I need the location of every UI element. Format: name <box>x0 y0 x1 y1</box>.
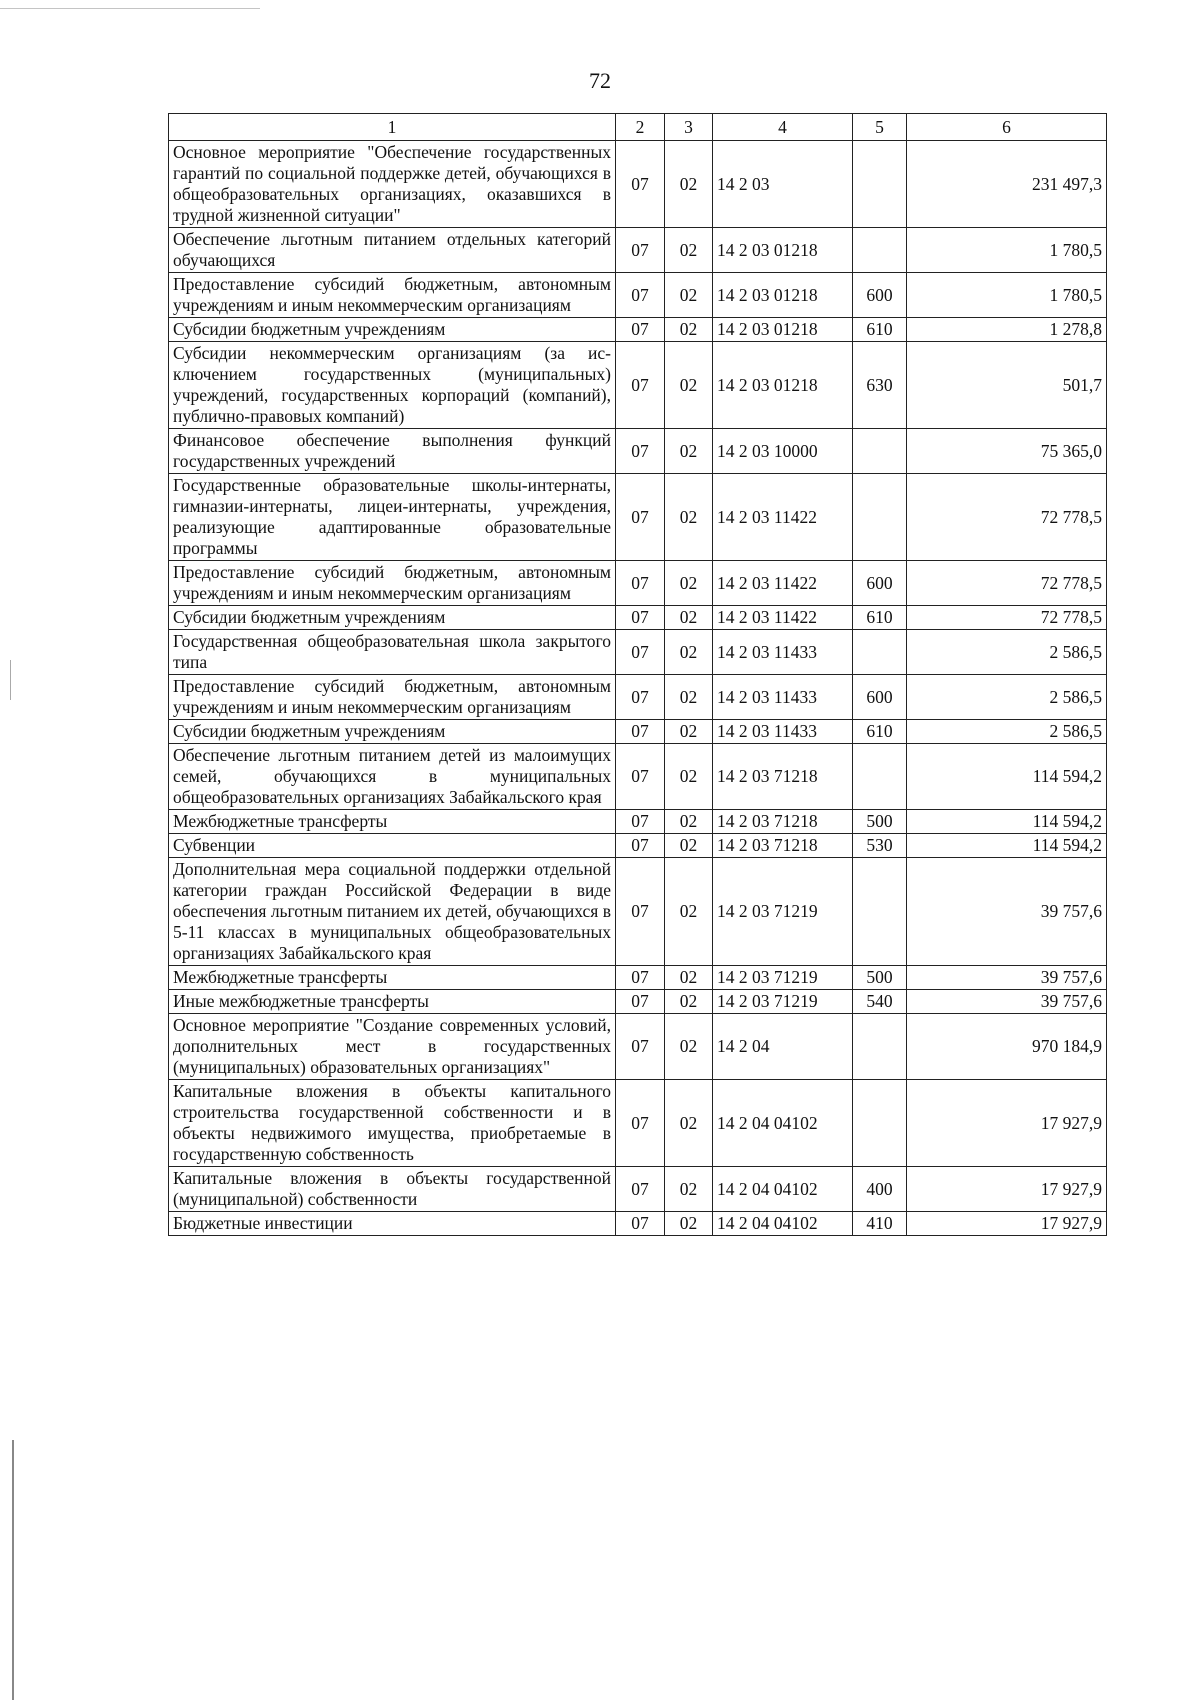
target-article-cell: 14 2 03 01218 <box>713 342 853 429</box>
target-article-cell: 14 2 03 71218 <box>713 810 853 834</box>
section-code-cell: 07 <box>616 858 665 966</box>
amount-cell: 2 586,5 <box>907 720 1107 744</box>
table-row <box>169 810 1107 834</box>
subsection-code-cell: 02 <box>665 429 713 474</box>
target-article-cell: 14 2 03 11422 <box>713 474 853 561</box>
row-name-cell: Основное мероприятие "Обеспечение государственных гарантий по социальной поддержке детей, обучающихся в общеобразовательных организациях, оказавшихся в трудной жизненной ситуации" <box>169 141 616 228</box>
column-header: 4 <box>713 114 853 141</box>
amount-cell: 114 594,2 <box>907 834 1107 858</box>
amount-cell: 17 927,9 <box>907 1167 1107 1212</box>
expense-type-cell <box>853 429 907 474</box>
subsection-code-cell: 02 <box>665 720 713 744</box>
target-article-cell: 14 2 03 01218 <box>713 228 853 273</box>
subsection-code-cell: 02 <box>665 744 713 810</box>
amount-cell: 2 586,5 <box>907 630 1107 675</box>
section-code-cell: 07 <box>616 990 665 1014</box>
expense-type-cell: 600 <box>853 561 907 606</box>
amount-cell: 75 365,0 <box>907 429 1107 474</box>
column-header: 3 <box>665 114 713 141</box>
subsection-code-cell: 02 <box>665 834 713 858</box>
amount-cell: 39 757,6 <box>907 966 1107 990</box>
target-article-cell: 14 2 03 71219 <box>713 858 853 966</box>
expense-type-cell: 500 <box>853 810 907 834</box>
table-row <box>169 342 1107 429</box>
row-name-cell: Межбюджетные трансферты <box>169 966 616 990</box>
expense-type-cell <box>853 141 907 228</box>
expense-type-cell <box>853 744 907 810</box>
section-code-cell: 07 <box>616 342 665 429</box>
section-code-cell: 07 <box>616 1014 665 1080</box>
table-row <box>169 744 1107 810</box>
amount-cell: 39 757,6 <box>907 990 1107 1014</box>
target-article-cell: 14 2 03 01218 <box>713 318 853 342</box>
row-name-cell: Предоставление субсидий бюджетным, автономным учреждениям и иным некоммерческим организациям <box>169 675 616 720</box>
section-code-cell: 07 <box>616 1212 665 1236</box>
table-row <box>169 1014 1107 1080</box>
expense-type-cell: 600 <box>853 273 907 318</box>
row-name-cell: Бюджетные инвестиции <box>169 1212 616 1236</box>
section-code-cell: 07 <box>616 630 665 675</box>
target-article-cell: 14 2 03 11433 <box>713 630 853 675</box>
target-article-cell: 14 2 03 01218 <box>713 273 853 318</box>
amount-cell: 72 778,5 <box>907 561 1107 606</box>
target-article-cell: 14 2 03 10000 <box>713 429 853 474</box>
expense-type-cell <box>853 1080 907 1167</box>
subsection-code-cell: 02 <box>665 966 713 990</box>
amount-cell: 2 586,5 <box>907 675 1107 720</box>
subsection-code-cell: 02 <box>665 561 713 606</box>
scan-line-artifact <box>0 8 260 9</box>
amount-cell: 1 780,5 <box>907 273 1107 318</box>
target-article-cell: 14 2 03 71218 <box>713 744 853 810</box>
row-name-cell: Предоставление субсидий бюджетным, автономным учреждениям и иным некоммерческим организациям <box>169 273 616 318</box>
section-code-cell: 07 <box>616 141 665 228</box>
table-row <box>169 720 1107 744</box>
target-article-cell: 14 2 04 04102 <box>713 1212 853 1236</box>
expense-type-cell: 610 <box>853 720 907 744</box>
row-name-cell: Капитальные вложения в объекты государственной (муниципальной) собственности <box>169 1167 616 1212</box>
amount-cell: 231 497,3 <box>907 141 1107 228</box>
expense-type-cell <box>853 228 907 273</box>
budget-table <box>168 113 1107 1236</box>
amount-cell: 1 278,8 <box>907 318 1107 342</box>
table-row <box>169 1212 1107 1236</box>
row-name-cell: Субсидии некоммерческим организациям (за исключением государственных (муниципальных) учреждений, государственных корпораций (компаний), публично-правовых компаний) <box>169 342 616 429</box>
amount-cell: 114 594,2 <box>907 744 1107 810</box>
expense-type-cell: 600 <box>853 675 907 720</box>
table-row <box>169 675 1107 720</box>
expense-type-cell: 410 <box>853 1212 907 1236</box>
subsection-code-cell: 02 <box>665 474 713 561</box>
table-row <box>169 630 1107 675</box>
amount-cell: 72 778,5 <box>907 474 1107 561</box>
row-name-cell: Предоставление субсидий бюджетным, автономным учреждениям и иным некоммерческим организациям <box>169 561 616 606</box>
column-header: 5 <box>853 114 907 141</box>
target-article-cell: 14 2 03 11433 <box>713 720 853 744</box>
table-row <box>169 966 1107 990</box>
scan-mark-artifact <box>10 660 11 700</box>
expense-type-cell: 500 <box>853 966 907 990</box>
subsection-code-cell: 02 <box>665 342 713 429</box>
table-row <box>169 318 1107 342</box>
subsection-code-cell: 02 <box>665 1167 713 1212</box>
expense-type-cell: 400 <box>853 1167 907 1212</box>
column-header: 2 <box>616 114 665 141</box>
row-name-cell: Государственные образовательные школы-интернаты, гимназии-интернаты, лицеи-интернаты, учреждения, реализующие адаптированные образовательные программы <box>169 474 616 561</box>
subsection-code-cell: 02 <box>665 141 713 228</box>
table-row <box>169 1167 1107 1212</box>
table-row <box>169 1080 1107 1167</box>
amount-cell: 39 757,6 <box>907 858 1107 966</box>
table-row <box>169 606 1107 630</box>
section-code-cell: 07 <box>616 810 665 834</box>
target-article-cell: 14 2 03 11422 <box>713 561 853 606</box>
section-code-cell: 07 <box>616 273 665 318</box>
section-code-cell: 07 <box>616 720 665 744</box>
section-code-cell: 07 <box>616 318 665 342</box>
section-code-cell: 07 <box>616 834 665 858</box>
subsection-code-cell: 02 <box>665 858 713 966</box>
row-name-cell: Субсидии бюджетным учреждениям <box>169 318 616 342</box>
subsection-code-cell: 02 <box>665 1014 713 1080</box>
section-code-cell: 07 <box>616 228 665 273</box>
expense-type-cell <box>853 858 907 966</box>
section-code-cell: 07 <box>616 429 665 474</box>
target-article-cell: 14 2 03 <box>713 141 853 228</box>
subsection-code-cell: 02 <box>665 273 713 318</box>
table-row <box>169 141 1107 228</box>
row-name-cell: Межбюджетные трансферты <box>169 810 616 834</box>
amount-cell: 970 184,9 <box>907 1014 1107 1080</box>
section-code-cell: 07 <box>616 744 665 810</box>
row-name-cell: Капитальные вложения в объекты капитального строительства государственной собственности и в объекты недвижимого имущества, приобретаемые в государственную собственность <box>169 1080 616 1167</box>
table-row <box>169 858 1107 966</box>
column-header: 1 <box>169 114 616 141</box>
section-code-cell: 07 <box>616 966 665 990</box>
row-name-cell: Иные межбюджетные трансферты <box>169 990 616 1014</box>
section-code-cell: 07 <box>616 474 665 561</box>
expense-type-cell: 540 <box>853 990 907 1014</box>
row-name-cell: Субсидии бюджетным учреждениям <box>169 720 616 744</box>
subsection-code-cell: 02 <box>665 606 713 630</box>
subsection-code-cell: 02 <box>665 228 713 273</box>
expense-type-cell <box>853 474 907 561</box>
target-article-cell: 14 2 03 71219 <box>713 966 853 990</box>
amount-cell: 114 594,2 <box>907 810 1107 834</box>
row-name-cell: Основное мероприятие "Создание современных условий, дополнительных мест в государственных (муниципальных) образовательных организациях" <box>169 1014 616 1080</box>
subsection-code-cell: 02 <box>665 675 713 720</box>
target-article-cell: 14 2 04 04102 <box>713 1167 853 1212</box>
column-header: 6 <box>907 114 1107 141</box>
target-article-cell: 14 2 03 11422 <box>713 606 853 630</box>
subsection-code-cell: 02 <box>665 318 713 342</box>
expense-type-cell <box>853 1014 907 1080</box>
row-name-cell: Обеспечение льготным питанием отдельных категорий обучающихся <box>169 228 616 273</box>
row-name-cell: Обеспечение льготным питанием детей из малоимущих семей, обучающихся в муниципальных общеобразовательных организациях Забайкальского края <box>169 744 616 810</box>
amount-cell: 72 778,5 <box>907 606 1107 630</box>
table-row <box>169 429 1107 474</box>
section-code-cell: 07 <box>616 675 665 720</box>
amount-cell: 17 927,9 <box>907 1080 1107 1167</box>
section-code-cell: 07 <box>616 606 665 630</box>
expense-type-cell: 610 <box>853 318 907 342</box>
table-row <box>169 834 1107 858</box>
expense-type-cell: 630 <box>853 342 907 429</box>
row-name-cell: Субсидии бюджетным учреждениям <box>169 606 616 630</box>
amount-cell: 17 927,9 <box>907 1212 1107 1236</box>
target-article-cell: 14 2 03 11433 <box>713 675 853 720</box>
table-row <box>169 474 1107 561</box>
table-row <box>169 561 1107 606</box>
expense-type-cell: 610 <box>853 606 907 630</box>
table-header-row <box>169 114 1107 141</box>
amount-cell: 1 780,5 <box>907 228 1107 273</box>
target-article-cell: 14 2 03 71219 <box>713 990 853 1014</box>
table-row <box>169 273 1107 318</box>
target-article-cell: 14 2 04 <box>713 1014 853 1080</box>
amount-cell: 501,7 <box>907 342 1107 429</box>
target-article-cell: 14 2 03 71218 <box>713 834 853 858</box>
subsection-code-cell: 02 <box>665 630 713 675</box>
table-row <box>169 228 1107 273</box>
expense-type-cell <box>853 630 907 675</box>
row-name-cell: Финансовое обеспечение выполнения функций государственных учреждений <box>169 429 616 474</box>
subsection-code-cell: 02 <box>665 1080 713 1167</box>
subsection-code-cell: 02 <box>665 1212 713 1236</box>
page-number: 72 <box>589 68 611 93</box>
scan-mark-artifact <box>12 1440 14 1700</box>
subsection-code-cell: 02 <box>665 990 713 1014</box>
table-row <box>169 990 1107 1014</box>
target-article-cell: 14 2 04 04102 <box>713 1080 853 1167</box>
section-code-cell: 07 <box>616 1080 665 1167</box>
row-name-cell: Государственная общеобразовательная школа закрытого типа <box>169 630 616 675</box>
section-code-cell: 07 <box>616 1167 665 1212</box>
row-name-cell: Дополнительная мера социальной поддержки отдельной категории граждан Российской Федерации в виде обеспечения льготным питанием их детей, обучающихся в 5-11 классах в муниципальных общеобразовательных организациях Забайкальского края <box>169 858 616 966</box>
expense-type-cell: 530 <box>853 834 907 858</box>
row-name-cell: Субвенции <box>169 834 616 858</box>
section-code-cell: 07 <box>616 561 665 606</box>
subsection-code-cell: 02 <box>665 810 713 834</box>
